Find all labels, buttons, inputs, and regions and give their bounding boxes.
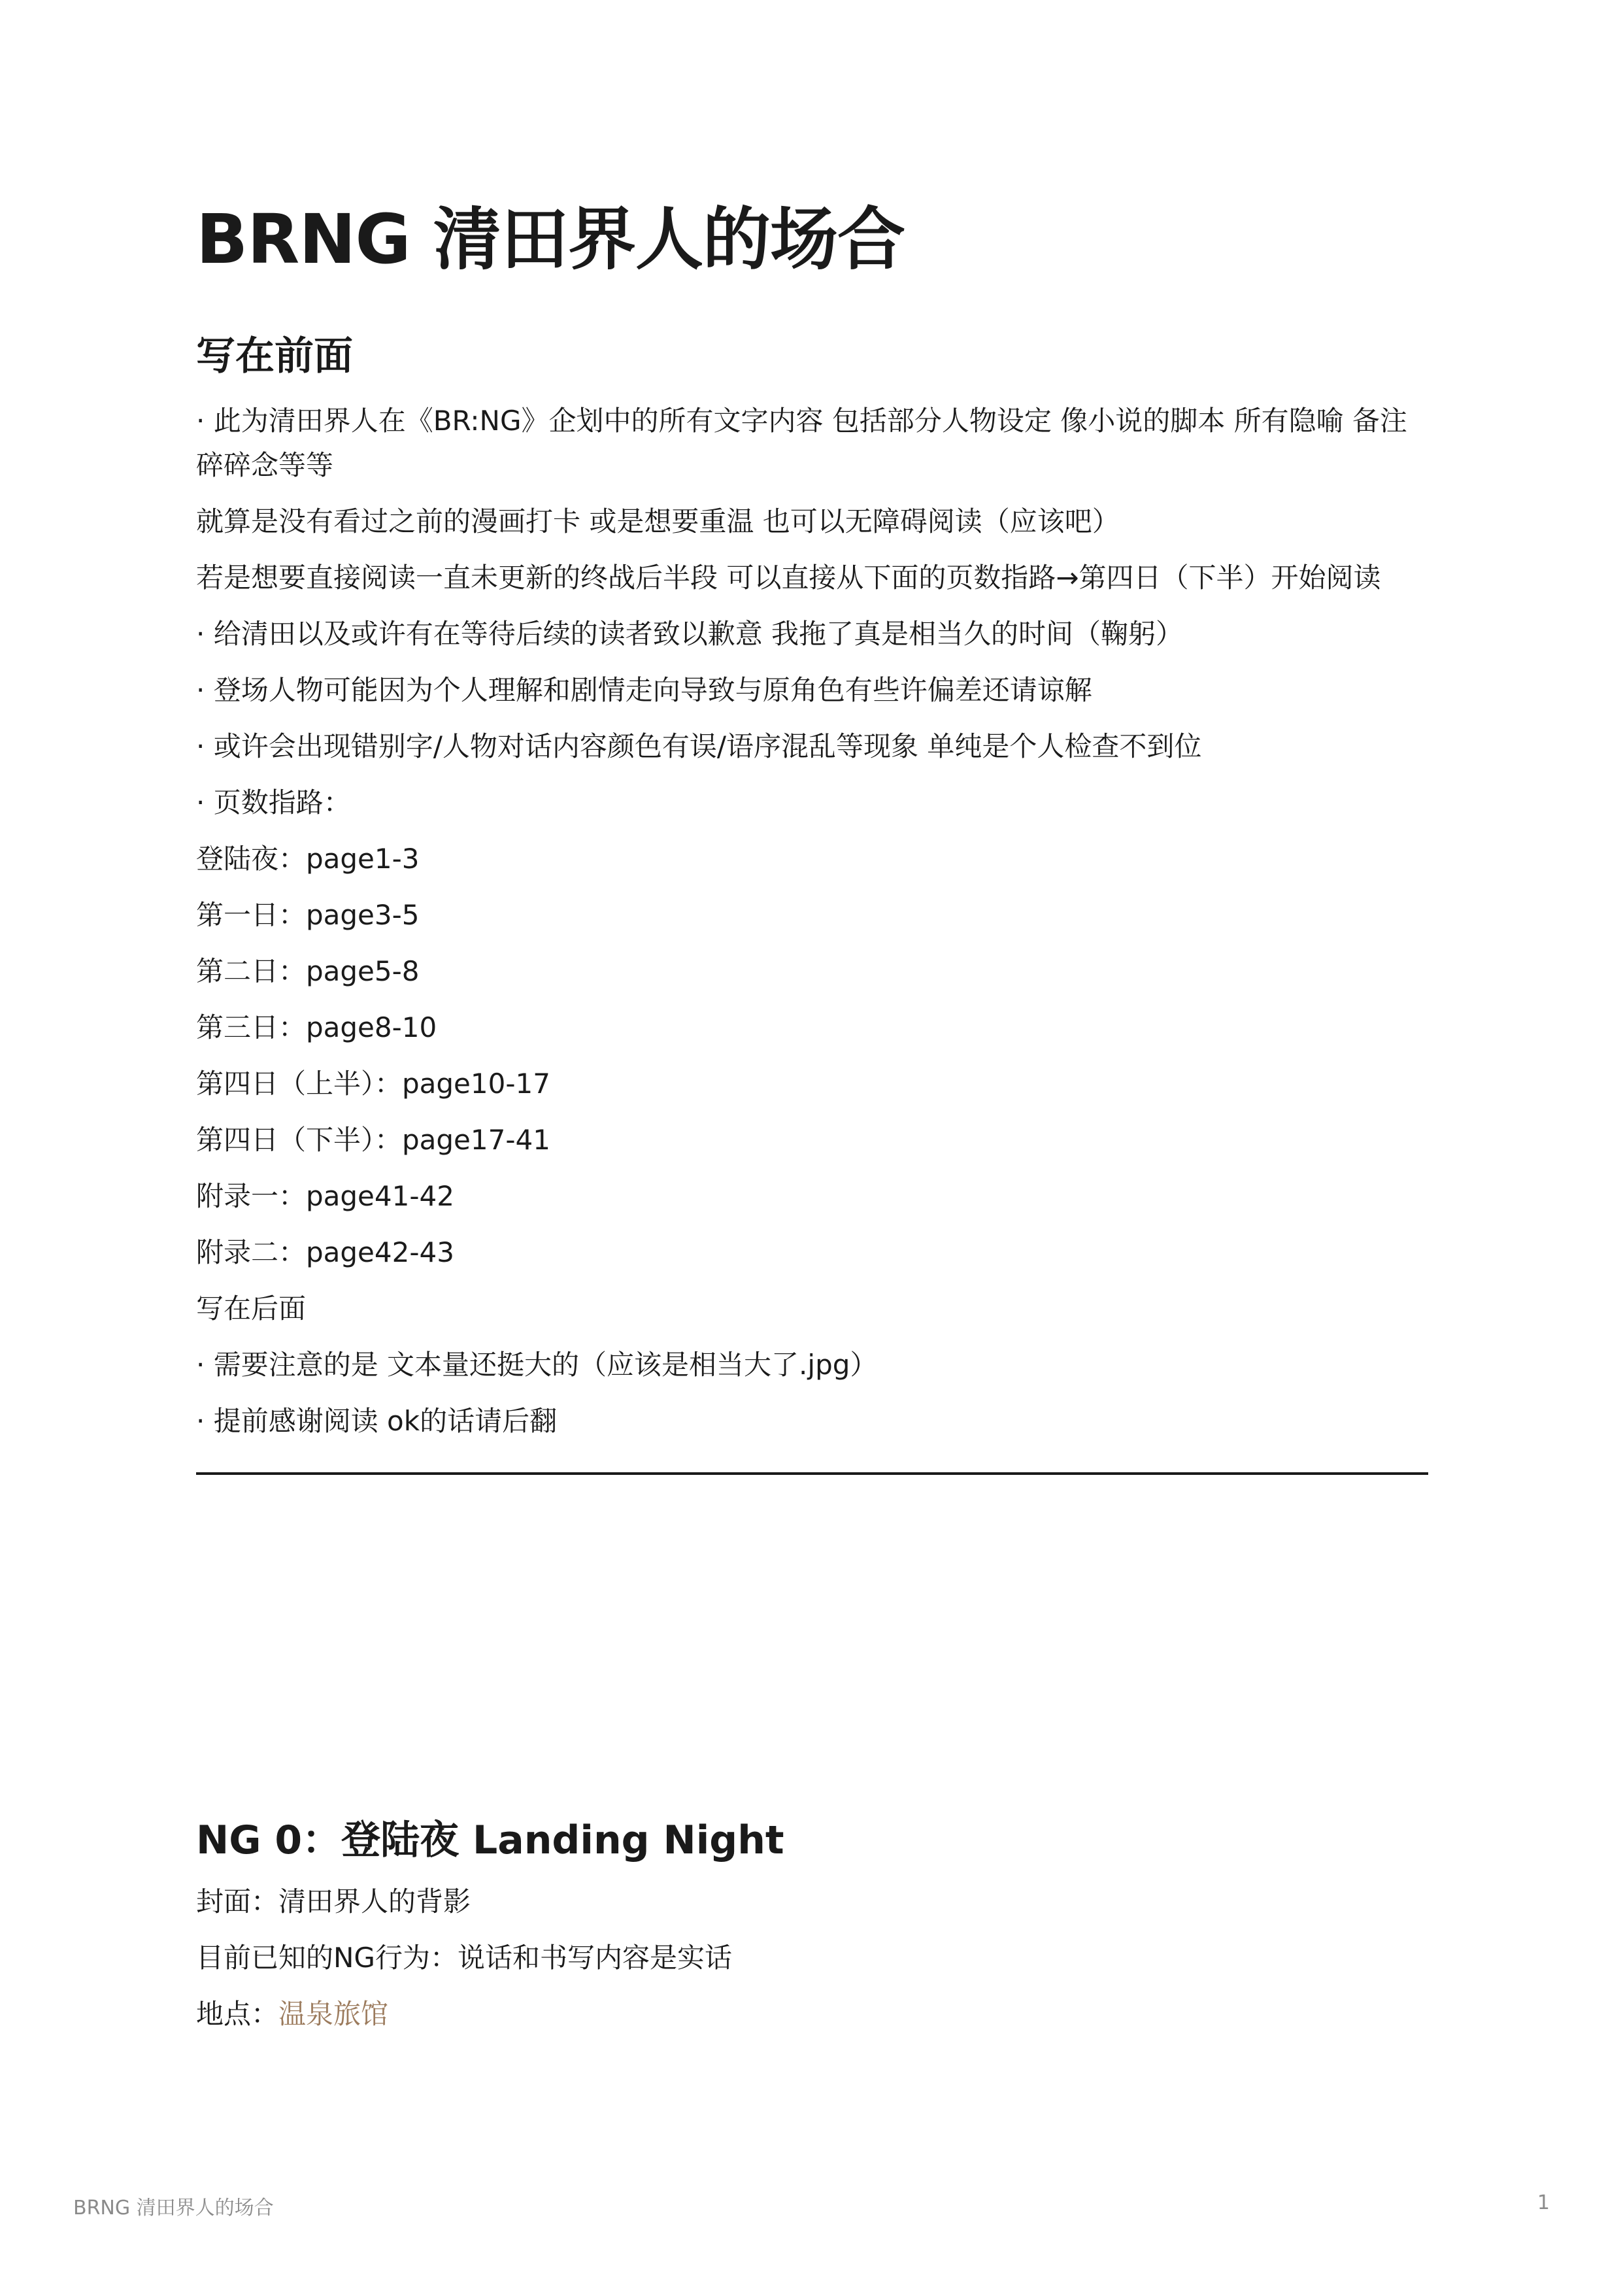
page-guide-item: 第三日：page8-10 [196, 1011, 437, 1043]
ng0-details [196, 1880, 1428, 2048]
ng0-cover-line: 封面：清田界人的背影 [196, 1885, 471, 1917]
document-title: BRNG 清田界人的场合 [196, 199, 905, 279]
page-guide-item: 登陆夜：page1-3 [196, 843, 420, 875]
ng0-known-ng-line: 目前已知的NG行为：说话和书写内容是实话 [196, 1942, 732, 1974]
page-guide-item: 附录二：page42-43 [196, 1236, 454, 1268]
page-guide-item: 第一日：page3-5 [196, 899, 420, 931]
preface-line: · 需要注意的是 文本量还挺大的（应该是相当大了.jpg） [196, 1349, 878, 1381]
location-link[interactable]: 温泉旅馆 [278, 1998, 389, 2030]
ng0-location-line [196, 1992, 1428, 2036]
ng0-heading: NG 0：登陆夜 Landing Night [196, 1817, 784, 1863]
preface-line: · 提前感谢阅读 ok的话请后翻 [196, 1405, 558, 1437]
page-guide-item: 第二日：page5-8 [196, 955, 420, 987]
page-guide-label: · 页数指路： [196, 786, 351, 819]
preface-line: 就算是没有看过之前的漫画打卡 或是想要重温 也可以无障碍阅读（应该吧） [196, 505, 1120, 537]
preface-line: · 或许会出现错别字/人物对话内容颜色有误/语序混乱等现象 单纯是个人检查不到位 [196, 730, 1202, 762]
page-guide-item: 附录一：page41-42 [196, 1180, 454, 1212]
footer-document-title: BRNG 清田界人的场合 [73, 2197, 274, 2220]
section-divider [196, 1472, 1428, 1475]
location-label: 地点： [196, 1998, 279, 2030]
preface-line: 若是想要直接阅读一直未更新的终战后半段 可以直接从下面的页数指路→第四日（下半）开始阅读 [196, 562, 1381, 594]
preface-heading: 写在前面 [196, 333, 353, 379]
preface-line: · 给清田以及或许有在等待后续的读者致以歉意 我拖了真是相当久的时间（鞠躬） [196, 618, 1184, 650]
page-guide-item: 写在后面 [196, 1292, 307, 1325]
preface-line: · 此为清田界人在《BR:NG》企划中的所有文字内容 包括部分人物设定 像小说的脚本 所有隐喻 备注碎碎念等等 [196, 405, 1407, 481]
page-guide-item: 第四日（下半）：page17-41 [196, 1124, 550, 1156]
preface-list [196, 399, 1428, 1455]
footer-page-number: 1 [1537, 2191, 1550, 2214]
preface-line: · 登场人物可能因为个人理解和剧情走向导致与原角色有些许偏差还请谅解 [196, 674, 1092, 706]
page-guide-item: 第四日（上半）：page10-17 [196, 1068, 550, 1100]
